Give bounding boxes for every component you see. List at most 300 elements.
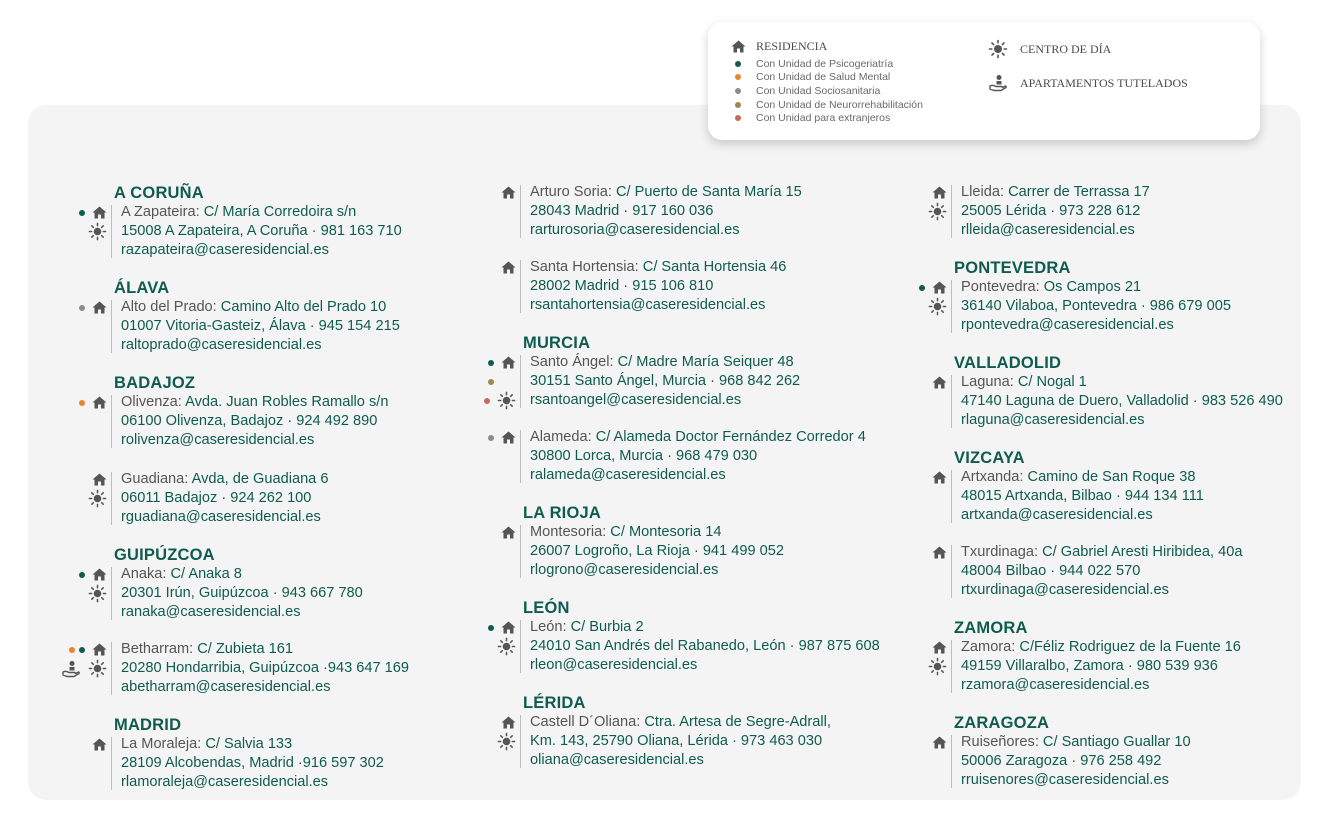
service-icons (79, 735, 107, 754)
address-line (530, 428, 880, 447)
residence-address: C/ Burbia 2 (566, 619, 644, 635)
unit-dots (488, 625, 494, 631)
unit-dots (484, 398, 490, 404)
residence-entry (523, 428, 880, 485)
separator-line (111, 472, 112, 525)
house-icon (932, 546, 947, 559)
service-icons (488, 713, 516, 751)
separator-line (951, 735, 952, 788)
legend-subs (730, 57, 923, 125)
postal-phone-line: Km. 143, 25790 Oliana, Lérida · 973 463 030 (530, 733, 823, 749)
residence-entry (114, 470, 409, 527)
address-line (961, 638, 1283, 657)
service-icon-row (919, 657, 947, 676)
service-icon-row (488, 713, 516, 732)
legend-sub-item (730, 111, 923, 125)
service-icons (488, 523, 516, 542)
residence-address: C/ María Corredoira s/n (199, 204, 357, 220)
sun-icon (928, 202, 947, 221)
service-icon-row (488, 428, 516, 447)
service-icon-row (488, 353, 516, 372)
email-link[interactable]: rlamoraleja@caseresidencial.es (121, 774, 329, 790)
unit-dot-icon (735, 74, 741, 80)
residence-address: C/ Nogal 1 (1013, 374, 1087, 390)
residence-entry (954, 468, 1283, 525)
house-icon (92, 473, 107, 486)
region-heading: GUIPÚZCOA (114, 546, 215, 564)
unit-dot-icon (919, 285, 925, 291)
service-icons (488, 428, 516, 447)
column-2 (523, 183, 880, 788)
address-line (530, 713, 880, 732)
residence-name: Betharram: (121, 641, 194, 657)
sun-icon (928, 297, 947, 316)
house-icon (501, 261, 516, 274)
separator-line (111, 567, 112, 620)
address-line (530, 618, 880, 637)
address-line (961, 468, 1283, 487)
separator-line (520, 715, 521, 768)
email-link[interactable]: oliana@caseresidencial.es (530, 752, 704, 768)
legend-residencia (730, 39, 923, 54)
address-line (121, 735, 409, 754)
column-1 (114, 183, 409, 810)
residence-entry (954, 543, 1283, 600)
residence-name: La Moraleja: (121, 736, 202, 752)
address-line (961, 183, 1283, 202)
residence-entry (954, 373, 1283, 430)
unit-dot-icon (735, 61, 741, 67)
email-link[interactable]: razapateira@caseresidencial.es (121, 242, 329, 258)
region-heading: VALLADOLID (954, 354, 1062, 372)
service-icon-row (488, 732, 516, 751)
residence-name: Anaka: (121, 566, 167, 582)
unit-dot-icon (484, 398, 490, 404)
email-link[interactable]: rlaguna@caseresidencial.es (961, 412, 1145, 428)
email-link[interactable]: rleon@caseresidencial.es (530, 657, 698, 673)
residence-name: Ruiseñores: (961, 734, 1039, 750)
service-icons (79, 470, 107, 508)
residence-entry (523, 183, 880, 240)
residence-name: Alto del Prado: (121, 299, 217, 315)
region-heading: VIZCAYA (954, 449, 1025, 467)
residence-name: Artxanda: (961, 469, 1024, 485)
region-heading: ÁLAVA (114, 279, 170, 297)
residence-name: Castell D´Oliana: (530, 714, 641, 730)
house-icon (501, 431, 516, 444)
postal-phone-line: 30800 Lorca, Murcia · 968 479 030 (530, 448, 758, 464)
email-link[interactable]: artxanda@caseresidencial.es (961, 507, 1153, 523)
column-3 (954, 183, 1283, 808)
postal-phone-line: 28109 Alcobendas, Madrid ·916 597 302 (121, 755, 384, 771)
postal-phone-line: 47140 Laguna de Duero, Valladolid · 983 526 490 (961, 393, 1283, 409)
legend-residencia-group (730, 39, 923, 125)
legend-sub-item (730, 57, 923, 71)
service-icon-row (919, 468, 947, 487)
legend-sub-label: Con Unidad Sociosanitaria (756, 84, 881, 97)
separator-line (951, 280, 952, 333)
separator-line (951, 640, 952, 693)
service-icon-row (488, 258, 516, 277)
postal-phone-line: 25005 Lérida · 973 228 612 (961, 203, 1141, 219)
house-icon (501, 621, 516, 634)
residence-address: C/ Anaka 8 (166, 566, 242, 582)
postal-phone-line: 06011 Badajoz · 924 262 100 (121, 490, 312, 506)
residence-entry (523, 523, 880, 580)
residence-name: A Zapateira: (121, 204, 200, 220)
residence-entry (114, 298, 409, 355)
email-link[interactable]: rpontevedra@caseresidencial.es (961, 317, 1174, 333)
house-icon (932, 641, 947, 654)
region-heading: A CORUÑA (114, 184, 204, 202)
residence-name: Laguna: (961, 374, 1014, 390)
separator-line (111, 737, 112, 790)
service-icons (79, 203, 107, 241)
service-icons (919, 638, 947, 676)
email-link[interactable]: rolivenza@caseresidencial.es (121, 432, 315, 448)
residence-address: C/ Zubieta 161 (193, 641, 293, 657)
unit-dot-icon (79, 572, 85, 578)
residence-address: Avda. Juan Robles Ramallo s/n (181, 394, 389, 410)
residence-name: Arturo Soria: (530, 184, 612, 200)
house-icon (932, 736, 947, 749)
region-heading: ZAMORA (954, 619, 1028, 637)
email-link[interactable]: rlogrono@caseresidencial.es (530, 562, 719, 578)
residence-address: C/ Montesoria 14 (606, 524, 722, 540)
address-line (121, 470, 409, 489)
service-icon-row (919, 183, 947, 202)
service-icon-row (79, 470, 107, 489)
postal-phone-line: 01007 Vitoria-Gasteiz, Álava · 945 154 215 (121, 318, 400, 334)
service-icon-row (79, 659, 107, 678)
residence-name: Montesoria: (530, 524, 607, 540)
unit-dots (79, 400, 85, 406)
house-icon (92, 396, 107, 409)
legend-other-group (988, 39, 1188, 107)
legend-centro-dia-label: CENTRO DE DÍA (1020, 41, 1112, 56)
house-icon (92, 206, 107, 219)
residence-address: C/ Santa Hortensia 46 (638, 259, 787, 275)
service-icon-row (919, 543, 947, 562)
sun-icon (497, 637, 516, 656)
service-icons (79, 393, 107, 412)
service-icon-row (919, 638, 947, 657)
separator-line (111, 300, 112, 353)
region-heading: BADAJOZ (114, 374, 196, 392)
house-icon (730, 40, 746, 53)
address-line (961, 278, 1283, 297)
house-icon (501, 186, 516, 199)
separator-line (111, 395, 112, 448)
unit-dots (488, 360, 494, 366)
separator-line (951, 185, 952, 238)
unit-dot-icon (79, 305, 85, 311)
sun-icon (497, 391, 516, 410)
unit-dots (488, 435, 494, 441)
service-icon-row (488, 372, 516, 391)
service-icon-row (79, 735, 107, 754)
unit-dots (79, 305, 85, 311)
service-icons (79, 298, 107, 317)
house-icon (92, 301, 107, 314)
address-line (121, 640, 409, 659)
residence-entry (954, 733, 1283, 790)
unit-dot-icon (79, 210, 85, 216)
postal-phone-line: 15008 A Zapateira, A Coruña · 981 163 710 (121, 223, 402, 239)
address-line (121, 565, 409, 584)
sun-icon (928, 657, 947, 676)
service-icons (919, 278, 947, 316)
residence-name: Txurdinaga: (961, 544, 1039, 560)
service-icons (919, 543, 947, 562)
legend-residencia-label: RESIDENCIA (756, 39, 828, 53)
legend-sub-item (730, 71, 923, 85)
residence-entry (523, 618, 880, 675)
region-heading: LEÓN (523, 599, 570, 617)
residence-address: C/ Salvia 133 (201, 736, 293, 752)
unit-dot-icon (488, 625, 494, 631)
service-icon-row (79, 222, 107, 241)
service-icons (488, 618, 516, 656)
address-line (961, 373, 1283, 392)
email-link[interactable]: abetharram@caseresidencial.es (121, 679, 331, 695)
service-icon-row (919, 278, 947, 297)
separator-line (111, 205, 112, 258)
service-icon-row (488, 618, 516, 637)
unit-dot-icon (735, 115, 741, 121)
sun-icon (88, 584, 107, 603)
service-icons (919, 733, 947, 752)
separator-line (951, 375, 952, 428)
postal-phone-line: 36140 Vilaboa, Pontevedra · 986 679 005 (961, 298, 1231, 314)
unit-dots (69, 647, 85, 653)
residence-name: León: (530, 619, 567, 635)
residence-entry (954, 638, 1283, 695)
residence-address: C/ Santiago Guallar 10 (1038, 734, 1191, 750)
email-link[interactable]: raltoprado@caseresidencial.es (121, 337, 322, 353)
residence-name: Santo Ángel: (530, 354, 614, 370)
region-heading: LA RIOJA (523, 504, 601, 522)
email-link[interactable]: rzamora@caseresidencial.es (961, 677, 1150, 693)
postal-phone-line: 26007 Logroño, La Rioja · 941 499 052 (530, 543, 784, 559)
residence-entry (114, 203, 409, 260)
unit-dot-icon (735, 102, 741, 108)
service-icon-row (79, 298, 107, 317)
residence-entry (523, 353, 880, 410)
address-line (530, 523, 880, 542)
house-icon (501, 526, 516, 539)
region-heading: LÉRIDA (523, 694, 586, 712)
residence-address: Camino Alto del Prado 10 (216, 299, 387, 315)
house-icon (932, 376, 947, 389)
legend-centro-dia (988, 39, 1188, 59)
house-icon (92, 568, 107, 581)
service-icon-row (488, 523, 516, 542)
address-line (121, 298, 409, 317)
email-link[interactable]: rlleida@caseresidencial.es (961, 222, 1135, 238)
email-link[interactable]: rguadiana@caseresidencial.es (121, 509, 321, 525)
residence-address: C/ Madre María Seiquer 48 (613, 354, 794, 370)
sun-icon (988, 39, 1008, 59)
unit-dots (79, 210, 85, 216)
service-icons (79, 565, 107, 603)
address-line (530, 183, 880, 202)
residence-entry (523, 258, 880, 315)
unit-dot-icon (488, 379, 494, 385)
residence-address: C/ Puerto de Santa María 15 (611, 184, 802, 200)
service-icons (919, 373, 947, 392)
house-icon (92, 643, 107, 656)
address-line (121, 393, 409, 412)
residence-address: C/ Gabriel Aresti Hiribidea, 40a (1038, 544, 1243, 560)
service-icons (919, 468, 947, 487)
email-link[interactable]: rsantoangel@caseresidencial.es (530, 392, 742, 408)
residence-address: Os Campos 21 (1039, 279, 1142, 295)
separator-line (951, 470, 952, 523)
service-icons (488, 183, 516, 202)
house-icon (932, 186, 947, 199)
service-icon-row (79, 640, 107, 659)
unit-dots (79, 572, 85, 578)
separator-line (520, 185, 521, 238)
residence-entry (114, 565, 409, 622)
residence-name: Guadiana: (121, 471, 189, 487)
unit-dot-icon (488, 360, 494, 366)
service-icons (488, 258, 516, 277)
separator-line (520, 620, 521, 673)
service-icon-row (919, 373, 947, 392)
legend-sub-item (730, 98, 923, 112)
separator-line (951, 545, 952, 598)
house-icon (501, 356, 516, 369)
service-icons (79, 640, 107, 678)
email-link[interactable]: rsantahortensia@caseresidencial.es (530, 297, 766, 313)
separator-line (520, 260, 521, 313)
sun-icon (497, 732, 516, 751)
residence-name: Alameda: (530, 429, 592, 445)
region-heading: MADRID (114, 716, 182, 734)
house-icon (932, 281, 947, 294)
legend-sub-label: Con Unidad para extranjeros (756, 112, 891, 125)
email-link[interactable]: rarturosoria@caseresidencial.es (530, 222, 740, 238)
unit-dots (488, 379, 494, 385)
unit-dots (919, 285, 925, 291)
postal-phone-line: 30151 Santo Ángel, Murcia · 968 842 262 (530, 373, 801, 389)
residence-address: Carrer de Terrassa 17 (1004, 184, 1150, 200)
postal-phone-line: 20301 Irún, Guipúzcoa · 943 667 780 (121, 585, 363, 601)
unit-dot-icon (79, 400, 85, 406)
service-icon-row (919, 733, 947, 752)
service-icon-row (79, 393, 107, 412)
service-icons (488, 353, 516, 410)
postal-phone-line: 50006 Zaragoza · 976 258 492 (961, 753, 1162, 769)
unit-dot-icon (735, 88, 741, 94)
service-icon-row (488, 637, 516, 656)
email-link[interactable]: ralameda@caseresidencial.es (530, 467, 726, 483)
residence-address: Ctra. Artesa de Segre-Adrall, (640, 714, 831, 730)
sun-icon (88, 659, 107, 678)
sun-icon (88, 222, 107, 241)
residence-address: Camino de San Roque 38 (1023, 469, 1196, 485)
unit-dot-icon (69, 647, 75, 653)
residence-entry (523, 713, 880, 770)
house-icon (92, 738, 107, 751)
residence-entry (114, 393, 409, 450)
address-line (961, 543, 1283, 562)
legend-sub-item (730, 84, 923, 98)
postal-phone-line: 49159 Villaralbo, Zamora · 980 539 936 (961, 658, 1218, 674)
service-icon-row (488, 391, 516, 410)
service-icon-row (919, 202, 947, 221)
residence-address: C/Féliz Rodriguez de la Fuente 16 (1015, 639, 1241, 655)
hand-person-icon (988, 74, 1008, 92)
separator-line (520, 430, 521, 483)
address-line (121, 203, 409, 222)
postal-phone-line: 20280 Hondarribia, Guipúzcoa ·943 647 169 (121, 660, 410, 676)
legend-sub-label: Con Unidad de Neurorrehabilitación (756, 98, 923, 111)
postal-phone-line: 48004 Bilbao · 944 022 570 (961, 563, 1141, 579)
separator-line (520, 355, 521, 408)
residence-entry (954, 183, 1283, 240)
service-icon-row (79, 565, 107, 584)
service-icon-row (79, 584, 107, 603)
postal-phone-line: 28043 Madrid · 917 160 036 (530, 203, 714, 219)
service-icons (919, 183, 947, 221)
service-icon-row (919, 297, 947, 316)
sun-icon (88, 489, 107, 508)
region-heading: MURCIA (523, 334, 591, 352)
separator-line (111, 642, 112, 695)
unit-dot-icon (79, 647, 85, 653)
legend-apartamentos (988, 74, 1188, 92)
region-heading: ZARAGOZA (954, 714, 1050, 732)
address-line (530, 258, 880, 277)
service-icon-row (488, 183, 516, 202)
hand-person-icon (62, 660, 80, 678)
residence-name: Pontevedra: (961, 279, 1040, 295)
residence-name: Olivenza: (121, 394, 182, 410)
separator-line (520, 525, 521, 578)
postal-phone-line: 06100 Olivenza, Badajoz · 924 492 890 (121, 413, 378, 429)
service-icon-row (79, 203, 107, 222)
residence-name: Santa Hortensia: (530, 259, 639, 275)
residence-address: C/ Alameda Doctor Fernández Corredor 4 (591, 429, 866, 445)
email-link[interactable]: ranaka@caseresidencial.es (121, 604, 301, 620)
address-line (530, 353, 880, 372)
legend (708, 22, 1260, 140)
residence-address: Avda, de Guadiana 6 (188, 471, 329, 487)
residence-entry (114, 640, 409, 697)
email-link[interactable]: rruisenores@caseresidencial.es (961, 772, 1169, 788)
email-link[interactable]: rtxurdinaga@caseresidencial.es (961, 582, 1169, 598)
residence-name: Zamora: (961, 639, 1016, 655)
legend-sub-label: Con Unidad de Salud Mental (756, 71, 891, 84)
residence-entry (954, 278, 1283, 335)
unit-dot-icon (488, 435, 494, 441)
postal-phone-line: 28002 Madrid · 915 106 810 (530, 278, 714, 294)
residence-name: Lleida: (961, 184, 1005, 200)
postal-phone-line: 24010 San Andrés del Rabanedo, León · 987 875 608 (530, 638, 880, 654)
residence-entry (114, 735, 409, 792)
legend-sub-label: Con Unidad de Psicogeriatría (756, 57, 894, 70)
house-icon (932, 471, 947, 484)
legend-apartamentos-label: APARTAMENTOS TUTELADOS (1020, 75, 1188, 90)
region-heading: PONTEVEDRA (954, 259, 1071, 277)
service-icon-row (79, 489, 107, 508)
address-line (961, 733, 1283, 752)
house-icon (501, 716, 516, 729)
postal-phone-line: 48015 Artxanda, Bilbao · 944 134 111 (961, 488, 1204, 504)
